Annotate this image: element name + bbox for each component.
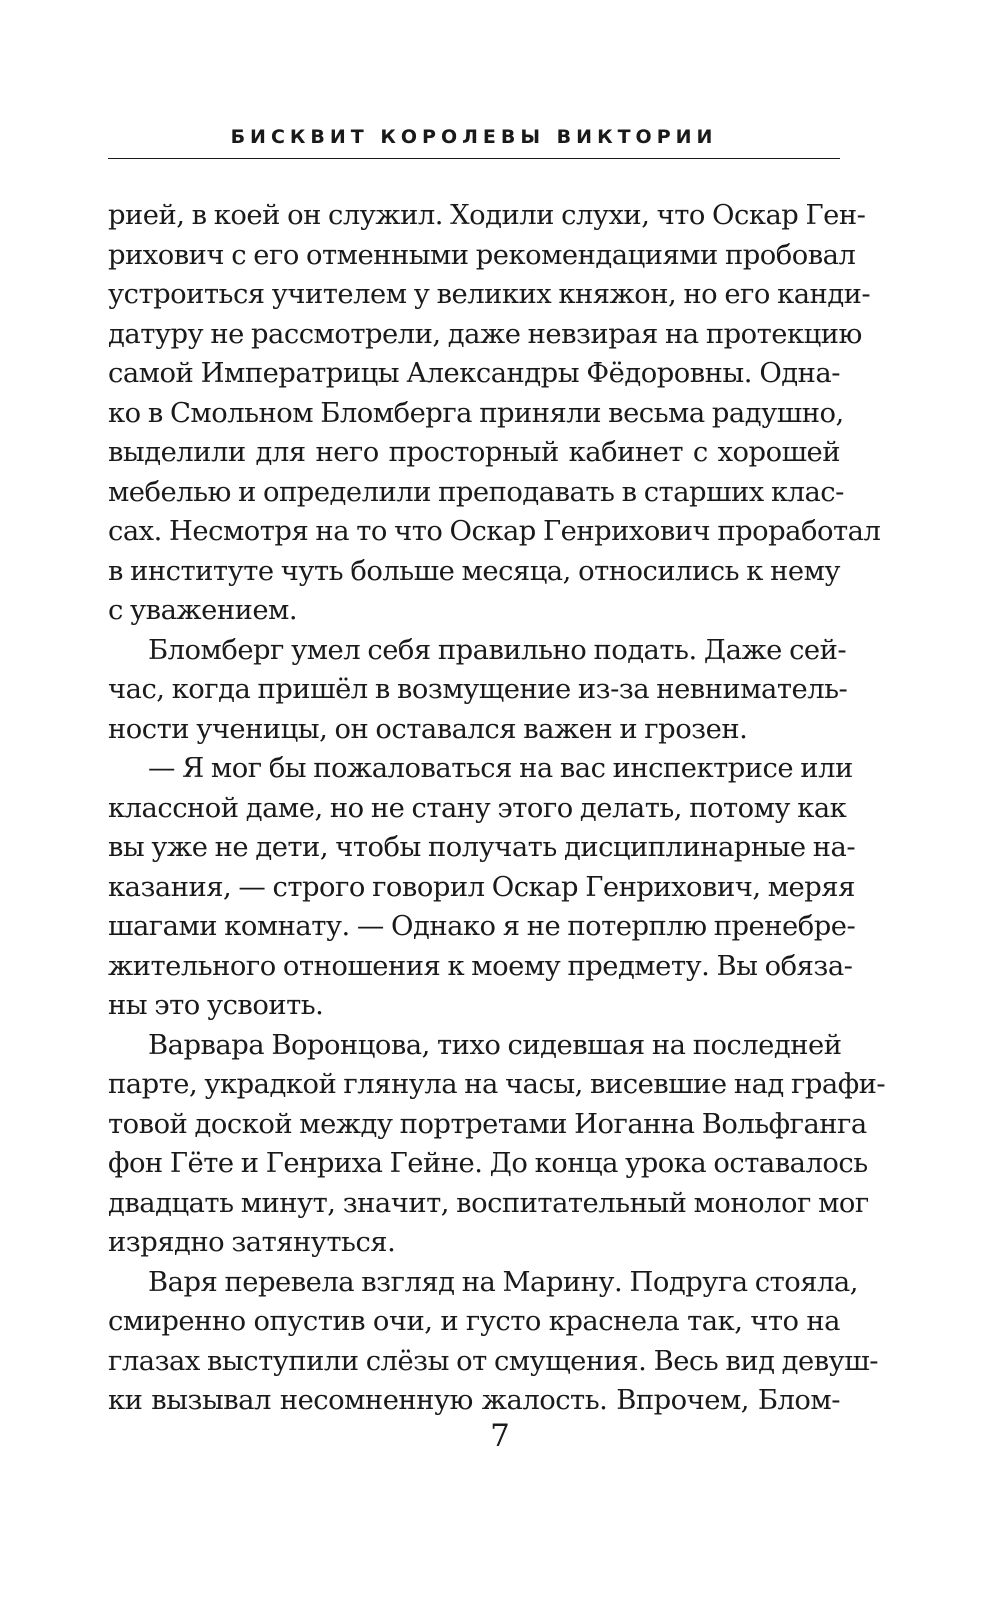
text-line: парте, украдкой глянула на часы, висевшие над графи-	[108, 1069, 886, 1100]
text-line: устроиться учителем у великих княжон, но его канди-	[108, 279, 871, 310]
text-line: датуру не рассмотрели, даже невзирая на протекцию	[108, 318, 862, 350]
text-line: жительного отношения к моему предмету. Вы обяза-	[108, 950, 853, 982]
text-line: с уважением.	[108, 595, 298, 626]
text-line: ны это усвоить.	[108, 990, 324, 1021]
text-line: двадцать минут, значит, воспитательный монолог мог	[108, 1187, 869, 1219]
text-line: Бломберг умел себя правильно подать. Даже сей-	[148, 634, 847, 666]
text-line: рихович с его отменными рекомендациями пробовал	[108, 239, 856, 271]
text-line: вы уже не дети, чтобы получать дисциплинарные на-	[108, 832, 856, 863]
text-line: — Я мог бы пожаловаться на вас инспектрисе или	[148, 753, 853, 784]
text-line: час, когда пришёл в возмущение из-за невниматель-	[108, 674, 848, 705]
text-line: ки вызывал несомненную жалость. Впрочем, Блом-	[108, 1385, 840, 1416]
running-head: БИСКВИТ КОРОЛЕВЫ ВИКТОРИИ	[230, 126, 718, 148]
body-text	[108, 196, 886, 1421]
text-line: в институте чуть больше месяца, относились к нему	[108, 555, 840, 587]
header-rule	[108, 158, 840, 159]
text-line: ко в Смольном Бломберга приняли весьма радушно,	[108, 397, 844, 429]
text-line: Варвара Воронцова, тихо сидевшая на последней	[148, 1029, 842, 1061]
text-line: казания, — строго говорил Оскар Генрихович, меряя	[108, 871, 855, 903]
text-line: самой Императрицы Александры Фёдоровны. Одна-	[108, 358, 840, 389]
text-line: сах. Несмотря на то что Оскар Генрихович проработал	[108, 516, 881, 547]
text-line: рией, в коей он служил. Ходили слухи, что Оскар Ген-	[108, 200, 866, 231]
text-line: фон Гёте и Генриха Гейне. До конца урока оставалось	[108, 1148, 868, 1179]
text-line: товой доской между портретами Иоганна Вольфганга	[108, 1108, 867, 1140]
text-line: мебелью и определили преподавать в старших клас-	[108, 476, 844, 508]
text-line: глазах выступили слёзы от смущения. Весь вид девуш-	[108, 1345, 878, 1377]
text-line: шагами комнату. — Однако я не потерплю пренебре-	[108, 911, 856, 942]
text-line: смиренно опустив очи, и густо краснела так, что на	[108, 1306, 840, 1337]
text-line: ности ученицы, он оставался важен и грозен.	[108, 713, 748, 745]
page-number: 7	[490, 1418, 510, 1454]
text-line: изрядно затянуться.	[108, 1227, 396, 1258]
text-line: выделили для него просторный кабинет с хорошей	[108, 437, 840, 468]
text-line: Варя перевела взгляд на Марину. Подруга стояла,	[148, 1266, 858, 1298]
text-line: классной даме, но не стану этого делать, потому как	[108, 792, 847, 824]
